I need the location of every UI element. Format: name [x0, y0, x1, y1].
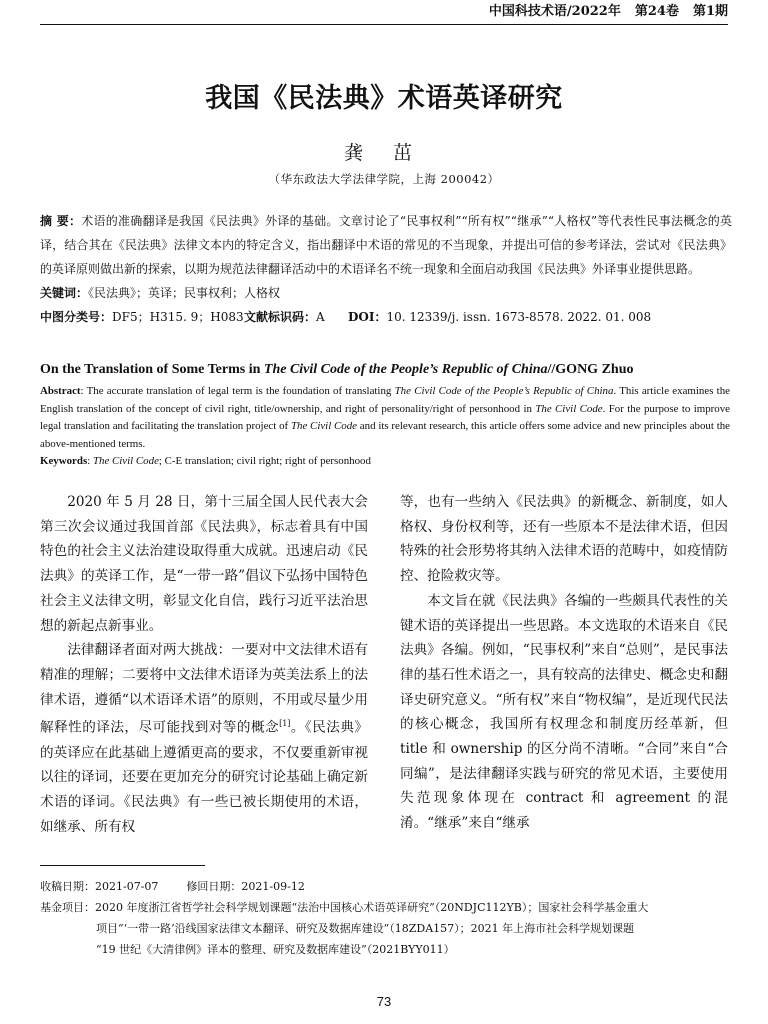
doi-label: DOI：: [348, 310, 387, 324]
english-title-italic: The Civil Code of the People’s Republic of China: [263, 362, 548, 377]
english-abstract: [40, 383, 730, 453]
english-keywords: Keywords: The Civil Code; C-E translation; civil right; right of personhood: [40, 455, 371, 467]
english-abstract-label: Abstract: [40, 385, 81, 397]
body-paragraph: 等，也有一些纳入《民法典》的新概念、新制度，如人格权、身份权利等，还有一些原本不是法律术语，但因特殊的社会形势将其纳入法律术语的范畴中，如疫情防控、抢险救灾等。: [400, 494, 728, 585]
english-abstract-italic: The Civil Code: [290, 420, 358, 432]
volume: 第24卷: [634, 4, 679, 19]
issue-number: 第1期: [692, 4, 728, 19]
journal-name: 中国科技术语/2022年: [488, 4, 621, 19]
english-title: [40, 362, 740, 378]
english-keywords-text: ; C-E translation; civil right; right of personhood: [158, 455, 371, 467]
author-name: 龚 茁: [343, 142, 425, 164]
keywords-label: 关键词：: [40, 286, 89, 300]
body-paragraph: 本文旨在就《民法典》各编的一些颇具代表性的关键术语的英译提出一些思路。本文选取的术语来自《民法典》各编。例如，“民事权利”来自“总则”，是民事法律的基石性术语之一，具有较高的法律史、概念史和翻译史研究意义。“所有权”来自“物权编”，是近现代民法的核心概念，我国所有权理念和制度历经革新，但 title 和 ownership 的区分尚不清晰。“合同”来自“合同编”，是法律翻译实践与研究的常见术语，主要使用失范现象体现在 contract 和 agreement 的混淆。“继承”来自“继承: [400, 592, 728, 832]
abstract-text: 术语的准确翻译是我国《民法典》外译的基础。文章讨论了“民事权利”“所有权”“继承”“人格权”等代表性民事法概念的英译，结合其在《民法典》法律文本内的特定含义，指出翻译中术语的常见的不当现象，并提出可信的参考译法，尝试对《民法典》的英译原则做出新的探索，以期为规范法律翻译活动中的术语译名不统一现象和全面启动我国《民法典》外译事业提供思路。: [40, 214, 732, 276]
english-keywords-label: Keywords: [40, 455, 88, 467]
keywords-text: 《民法典》；英译；民事权利；人格权: [88, 286, 281, 300]
clc-code: DF5；H315. 9；H083: [112, 310, 244, 324]
date-line: [40, 876, 740, 897]
page-number: 73: [376, 994, 392, 1009]
fund-line: 基金项目：2020 年度浙江省哲学社会科学规划课题“法治中国核心术语英译研究”（20NDJC112YB）；国家社会科学基金重大: [40, 901, 649, 914]
english-abstract-text: and its relevant research, this article offers some advice and new principles about the above-mentioned terms.: [40, 420, 730, 450]
footnote-divider: [40, 865, 205, 866]
body-paragraph: [40, 638, 368, 839]
fund-line: 项目“‘一带一路’沿线国家法律文本翻译、研究及数据库建设”（18ZDA157）；2021 年上海市社会科学规划课题: [96, 922, 635, 935]
english-abstract-text: . This article examines the English translation of the concept of civil right, title/ownership, and right of personality/right of personhood in: [40, 385, 730, 415]
fund-line: “19 世纪《大清律例》译本的整理、研究及数据库建设”（2021BYY011）: [96, 943, 455, 956]
english-abstract-italic: The Civil Code of the People’s Republic of China: [394, 385, 614, 397]
english-abstract-text: . For the purpose to improve legal translation and facilitating the translation project of: [40, 402, 730, 432]
body-text: 。《民法典》的英译应在此基础上遵循更高的要求，不仅要重新审视以往的译词，还要在更加充分的研究讨论基础上确定新术语的译词。《民法典》有一些已被长期使用的术语，如继承、所有权: [40, 719, 369, 835]
running-header: [40, 2, 728, 25]
chinese-abstract: [40, 209, 732, 281]
doc-code: A: [316, 310, 325, 324]
body-column-right: [400, 490, 728, 836]
english-abstract-italic: The Civil Code: [535, 402, 603, 415]
chinese-keywords: [40, 281, 732, 305]
chinese-abstract-block: [40, 209, 732, 329]
classification-row: [40, 305, 732, 329]
received-date: 收稿日期：2021-07-07: [40, 880, 159, 893]
citation-ref[interactable]: [1]: [279, 719, 291, 729]
body-text: 法律翻译者面对两大挑战：一要对中文法律术语有精准的理解；二要将中文法律术语译为英美法系上的法律术语，遵循“以术语译术语”的原则，不用或尽量少用解释性的译法，尽可能找到对等的概念: [40, 642, 368, 736]
clc-label: 中图分类号：: [40, 310, 113, 324]
footnotes: [40, 876, 740, 960]
revised-date: 修回日期：2021-09-12: [186, 880, 305, 893]
body-paragraph: 2020 年 5 月 28 日，第十三届全国人民代表大会第三次会议通过我国首部《民法典》，标志着具有中国特色的社会主义法治建设取得重大成就。迅速启动《民法典》的英译工作，是“一带一路”倡议下弘扬中国特色社会主义法律文明，彰显文化自信，践行习近平法治思想的新起点新事业。: [40, 494, 368, 634]
doi-value: 10. 12339/j. issn. 1673-8578. 2022. 01. 008: [386, 310, 652, 324]
doc-code-label: 文献标识码：: [244, 310, 317, 324]
english-abstract-text: : The accurate translation of legal term is the foundation of translating: [80, 385, 395, 397]
body-column-left: [40, 490, 368, 839]
paper-title: 我国《民法典》术语英译研究: [205, 83, 563, 114]
english-author: //GONG Zhuo: [547, 362, 634, 377]
english-title-text: On the Translation of Some Terms in: [40, 362, 264, 377]
english-keywords-italic: The Civil Code: [92, 455, 159, 467]
abstract-label: 摘 要：: [40, 214, 82, 228]
english-abstract-block: [40, 383, 730, 471]
author-affiliation: （华东政法大学法律学院，上海 200042）: [268, 172, 500, 186]
